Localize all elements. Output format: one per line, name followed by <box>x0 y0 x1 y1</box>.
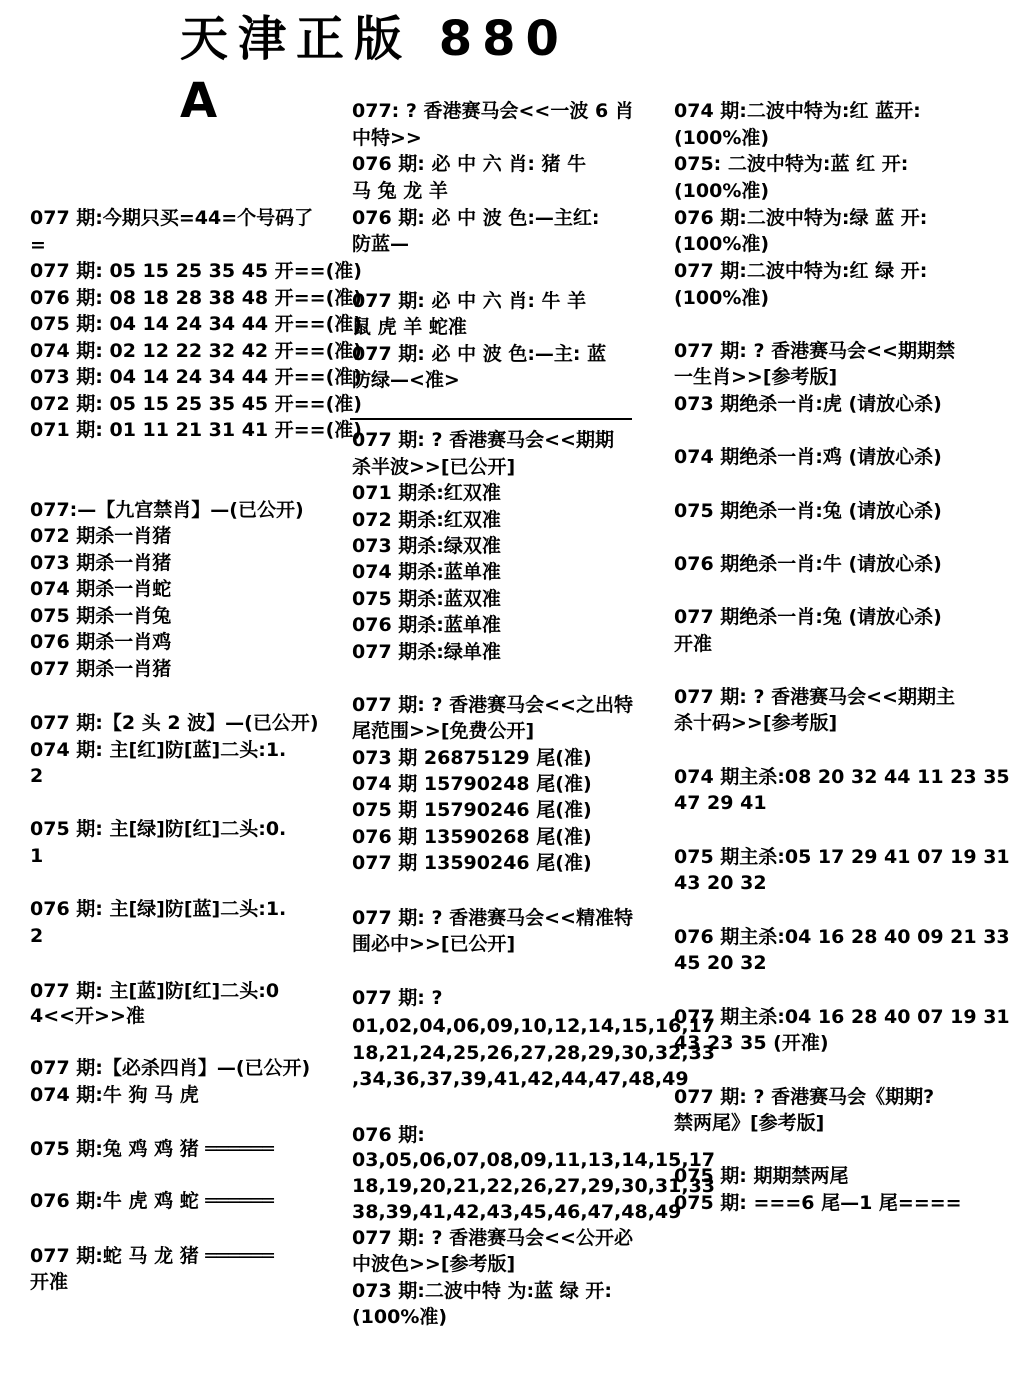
mid-text-line: 防绿—<准> <box>352 369 460 391</box>
right-text-line: 077 期绝杀一肖:兔 (请放心杀) <box>674 606 942 628</box>
right-text-line: 开准 <box>674 633 713 655</box>
mid-text-line: 076 期: <box>352 1124 425 1146</box>
mid-text-line: 077 期: ? 香港赛马会<<公开必 <box>352 1227 633 1249</box>
mid-text-line: 中波色>>[参考版] <box>352 1253 516 1275</box>
right-text-line: 45 20 32 <box>674 952 767 974</box>
right-text-line: (100%准) <box>674 180 770 202</box>
left-text-line: 077 期:【2 头 2 波】—(已公开) <box>30 712 319 734</box>
left-text-line: 077 期: 05 15 25 35 45 开==(准) <box>30 260 362 282</box>
right-text-line: 076 期绝杀一肖:牛 (请放心杀) <box>674 553 942 575</box>
mid-text-line: 072 期杀:红双准 <box>352 509 501 531</box>
mid-text-line: 076 期杀:蓝单准 <box>352 614 501 636</box>
right-text-line: 075 期: 期期禁两尾 <box>674 1165 849 1187</box>
left-text-line: 073 期杀一肖猪 <box>30 552 172 574</box>
left-text-line: 1 <box>30 845 44 867</box>
mid-text-line: 077 期: ? 香港赛马会<<之出特 <box>352 694 633 716</box>
right-text-line: 43 23 35 (开准) <box>674 1032 829 1054</box>
right-text-line: (100%准) <box>674 287 770 309</box>
mid-text-line: 073 期 26875129 尾(准) <box>352 747 592 769</box>
mid-text-line: 077 期 13590246 尾(准) <box>352 852 592 874</box>
left-text-line: 4<<开>>准 <box>30 1005 145 1027</box>
mid-text-line: 077 期: 必 中 波 色:—主: 蓝 <box>352 343 607 365</box>
page-title: 天津正版 880 A <box>180 11 569 129</box>
mid-text-line: 076 期: 必 中 六 肖: 猪 牛 <box>352 153 587 175</box>
mid-text-line: 18,21,24,25,26,27,28,29,30,32,33 <box>352 1042 716 1064</box>
left-text-line: 077 期杀一肖猪 <box>30 658 172 680</box>
mid-text-line: 01,02,04,06,09,10,12,14,15,16,17 <box>352 1015 716 1037</box>
mid-text-line: 071 期杀:红双准 <box>352 482 501 504</box>
right-text-line: (100%准) <box>674 127 770 149</box>
right-text-line: 077 期: ? 香港赛马会《期期? <box>674 1086 935 1108</box>
right-text-line: 074 期绝杀一肖:鸡 (请放心杀) <box>674 446 942 468</box>
mid-text-line: 杀半波>>[已公开] <box>352 456 516 478</box>
mid-text-line: 077 期杀:绿单准 <box>352 641 501 663</box>
mid-text-line: 075 期 15790246 尾(准) <box>352 799 592 821</box>
mid-text-line: 077 期: ? 香港赛马会<<期期 <box>352 429 614 451</box>
mid-text-line: 中特>> <box>352 127 422 149</box>
mid-text-line: 077 期: 必 中 六 肖: 牛 羊 <box>352 290 587 312</box>
left-text-line: 072 期杀一肖猪 <box>30 525 172 547</box>
mid-text-line: 073 期杀:绿双准 <box>352 535 501 557</box>
mid-text-line: 防蓝— <box>352 233 410 255</box>
right-text-line: 43 20 32 <box>674 872 767 894</box>
left-text-line: = <box>30 234 46 256</box>
mid-text-line: 074 期杀:蓝单准 <box>352 561 501 583</box>
left-text-line: 074 期:牛 狗 马 虎 <box>30 1084 199 1106</box>
right-text-line: 074 期主杀:08 20 32 44 11 23 35 <box>674 766 1010 788</box>
left-text-line: 077 期:今期只买=44=个号码了 <box>30 207 314 229</box>
left-text-line: 075 期:兔 鸡 鸡 猪 ══════ <box>30 1138 274 1160</box>
mid-text-line: 马 兔 龙 羊 <box>352 180 448 202</box>
left-text-line: 075 期: 04 14 24 34 44 开==(准) <box>30 313 362 335</box>
mid-text-line: 076 期: 必 中 波 色:—主红: <box>352 207 600 229</box>
right-text-line: 076 期:二波中特为:绿 蓝 开: <box>674 207 928 229</box>
mid-text-line: 围必中>>[已公开] <box>352 933 516 955</box>
left-text-line: 2 <box>30 925 44 947</box>
right-text-line: 074 期:二波中特为:红 蓝开: <box>674 100 921 122</box>
mid-text-line: 18,19,20,21,22,26,27,29,30,31,33 <box>352 1175 716 1197</box>
left-text-line: 073 期: 04 14 24 34 44 开==(准) <box>30 366 362 388</box>
right-text-line: 077 期主杀:04 16 28 40 07 19 31 <box>674 1006 1010 1028</box>
mid-text-line: 鼠 虎 羊 蛇准 <box>352 316 467 338</box>
mid-text-line: ,34,36,37,39,41,42,44,47,48,49 <box>352 1068 689 1090</box>
left-text-line: 077 期:蛇 马 龙 猪 ══════ <box>30 1245 274 1267</box>
right-text-line: 077 期:二波中特为:红 绿 开: <box>674 260 928 282</box>
left-text-line: 077:—【九宫禁肖】—(已公开) <box>30 499 304 521</box>
right-text-line: 075 期: ===6 尾—1 尾==== <box>674 1192 962 1214</box>
right-text-line: 一生肖>>[参考版] <box>674 366 838 388</box>
mid-text-line: 074 期 15790248 尾(准) <box>352 773 592 795</box>
left-text-line: 2 <box>30 765 44 787</box>
left-text-line: 074 期杀一肖蛇 <box>30 578 172 600</box>
left-text-line: 074 期: 02 12 22 32 42 开==(准) <box>30 340 362 362</box>
right-text-line: 076 期主杀:04 16 28 40 09 21 33 <box>674 926 1010 948</box>
left-text-line: 076 期杀一肖鸡 <box>30 631 172 653</box>
right-text-line: 077 期: ? 香港赛马会<<期期主 <box>674 686 955 708</box>
left-text-line: 076 期: 主[绿]防[蓝]二头:1. <box>30 898 287 920</box>
right-text-line: (100%准) <box>674 233 770 255</box>
mid-text-line: 077: ? 香港赛马会<<一波 6 肖 <box>352 100 634 122</box>
right-text-line: 073 期绝杀一肖:虎 (请放心杀) <box>674 393 942 415</box>
right-text-line: 075 期绝杀一肖:兔 (请放心杀) <box>674 500 942 522</box>
mid-text-line: 尾范围>>[免费公开] <box>352 720 535 742</box>
left-text-line: 075 期杀一肖兔 <box>30 605 172 627</box>
right-text-line: 杀十码>>[参考版] <box>674 712 838 734</box>
left-text-line: 074 期: 主[红]防[蓝]二头:1. <box>30 739 287 761</box>
left-text-line: 076 期: 08 18 28 38 48 开==(准) <box>30 287 362 309</box>
right-text-line: 47 29 41 <box>674 792 767 814</box>
left-text-line: 076 期:牛 虎 鸡 蛇 ══════ <box>30 1190 274 1212</box>
mid-text-line: 077 期: ? <box>352 987 443 1009</box>
left-text-line: 077 期:【必杀四肖】—(已公开) <box>30 1057 311 1079</box>
left-text-line: 077 期: 主[蓝]防[红]二头:0 <box>30 980 280 1002</box>
right-text-line: 075: 二波中特为:蓝 红 开: <box>674 153 909 175</box>
column-divider <box>350 418 632 420</box>
mid-text-line: 073 期:二波中特 为:蓝 绿 开: <box>352 1280 612 1302</box>
right-text-line: 禁两尾》[参考版] <box>674 1112 825 1134</box>
left-text-line: 071 期: 01 11 21 31 41 开==(准) <box>30 419 362 441</box>
mid-text-line: 075 期杀:蓝双准 <box>352 588 501 610</box>
mid-text-line: 03,05,06,07,08,09,11,13,14,15,17 <box>352 1149 716 1171</box>
left-text-line: 开准 <box>30 1271 69 1293</box>
left-text-line: 072 期: 05 15 25 35 45 开==(准) <box>30 393 362 415</box>
mid-text-line: 38,39,41,42,43,45,46,47,48,49 <box>352 1201 682 1223</box>
left-text-line: 075 期: 主[绿]防[红]二头:0. <box>30 818 287 840</box>
right-text-line: 077 期: ? 香港赛马会<<期期禁 <box>674 340 955 362</box>
right-text-line: 075 期主杀:05 17 29 41 07 19 31 <box>674 846 1010 868</box>
mid-text-line: 076 期 13590268 尾(准) <box>352 826 592 848</box>
mid-text-line: 077 期: ? 香港赛马会<<精准特 <box>352 907 633 929</box>
mid-text-line: (100%准) <box>352 1306 448 1328</box>
